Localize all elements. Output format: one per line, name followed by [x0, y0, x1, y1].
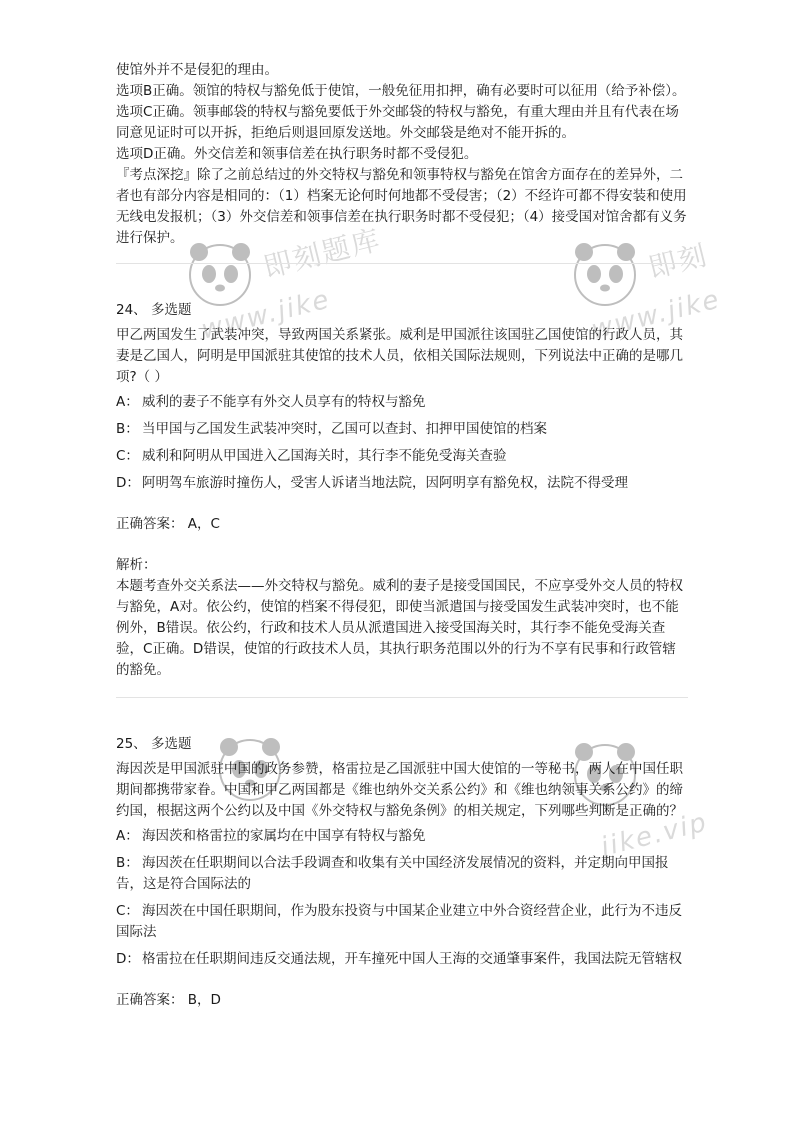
option-letter: C： [116, 903, 139, 919]
option-text: 当甲国与乙国发生武装冲突时，乙国可以查封、扣押甲国使馆的档案 [142, 421, 547, 437]
option-letter: B： [116, 421, 139, 437]
option-text: 海因茨在中国任职期间，作为股东投资与中国某企业建立中外合资经营企业，此行为不违反国际法 [116, 903, 682, 940]
analysis-text: 本题考查外交关系法——外交特权与豁免。威利的妻子是接受国国民，不应享受外交人员的特权与豁免，A对。依公约，使馆的档案不得侵犯，即使当派遣国与接受国发生武装冲突时，也不能例外，B错误。依公约，行政和技术人员从派遣国进入接受国海关时，其行李不能免受海关查验，C正确。D错误，使馆的行政技术人员，其执行职务范围以外的行为不享有民事和行政管辖的豁免。 [116, 578, 683, 678]
option-a [116, 826, 688, 847]
previous-analysis [116, 60, 688, 249]
divider [116, 263, 688, 264]
question-header: 25、 多选题 [116, 736, 192, 752]
option-text: 海因茨在任职期间以合法手段调查和收集有关中国经济发展情况的资料，并定期向甲国报告，这是符合国际法的 [116, 855, 669, 892]
question-header: 24、 多选题 [116, 302, 192, 318]
brand-watermark-partial: 即刻 [645, 238, 712, 285]
option-c [116, 901, 688, 943]
option-letter: C： [116, 448, 139, 464]
question-25 [116, 734, 688, 1011]
divider [116, 697, 688, 698]
option-text: 威利的妻子不能享有外交人员享有的特权与豁免 [142, 394, 426, 410]
option-text: 威利和阿明从甲国进入乙国海关时，其行李不能免受海关查验 [142, 448, 507, 464]
option-letter: D： [116, 475, 140, 491]
question-stem: 海因茨是甲国派驻中国的政务参赞，格雷拉是乙国派驻中国大使馆的一等秘书，两人在中国任职期间都携带家眷。中国和甲乙两国都是《维也纳外交关系公约》和《维也纳领事关系公约》的缔约国，根据这两个公约以及中国《外交特权与豁免条例》的相关规定，下列哪些判断是正确的？ [116, 761, 683, 819]
paragraph: 选项C正确。领事邮袋的特权与豁免要低于外交邮袋的特权与豁免，有重大理由并且有代表在场同意见证时可以开拆，拒绝后则退回原发送地。外交邮袋是绝对不能开拆的。 [116, 104, 679, 141]
option-text: 海因茨和格雷拉的家属均在中国享有特权与豁免 [142, 828, 426, 844]
correct-answer: 正确答案： B，D [116, 992, 221, 1008]
correct-answer: 正确答案： A，C [116, 516, 220, 532]
question-24 [116, 300, 688, 681]
option-letter: A： [116, 828, 139, 844]
option-letter: B： [116, 855, 139, 871]
option-letter: A： [116, 394, 139, 410]
paragraph: 『考点深挖』除了之前总结过的外交特权与豁免和领事特权与豁免在馆舍方面存在的差异外，二者也有部分内容是相同的：（1）档案无论何时何地都不受侵害；（2）不经许可都不得安装和使用无线电发报机；（3）外交信差和领事信差在执行职务时都不受侵犯；（4）接受国对馆舍都有义务进行保护。 [116, 167, 687, 246]
option-d [116, 473, 688, 494]
paragraph: 选项B正确。领馆的特权与豁免低于使馆，一般免征用扣押，确有必要时可以征用（给予补偿）。 [116, 83, 686, 99]
option-letter: D： [116, 951, 140, 967]
option-b [116, 853, 688, 895]
paragraph: 使馆外并不是侵犯的理由。 [116, 62, 278, 78]
option-text: 格雷拉在任职期间违反交通法规，开车撞死中国人王海的交通肇事案件，我国法院无管辖权 [142, 951, 682, 967]
option-c [116, 446, 688, 467]
question-stem: 甲乙两国发生了武装冲突，导致两国关系紧张。威利是甲国派往该国驻乙国使馆的行政人员，其妻是乙国人，阿明是甲国派驻其使馆的技术人员，依相关国际法规则，下列说法中正确的是哪几项?（ ） [116, 327, 683, 385]
url-watermark: www.jike [198, 284, 334, 346]
document-page [116, 60, 688, 1011]
url-watermark-lower: jike.vip [597, 807, 711, 863]
option-a [116, 392, 688, 413]
brand-watermark: 即刻题库 [260, 222, 385, 284]
option-b [116, 419, 688, 440]
option-text: 阿明驾车旅游时撞伤人，受害人诉诸当地法院，因阿明享有豁免权，法院不得受理 [142, 475, 628, 491]
url-watermark-partial: www.jike [588, 284, 724, 346]
paragraph: 选项D正确。外交信差和领事信差在执行职务时都不受侵犯。 [116, 146, 478, 162]
option-d [116, 949, 688, 970]
analysis-label: 解析： [116, 557, 157, 573]
